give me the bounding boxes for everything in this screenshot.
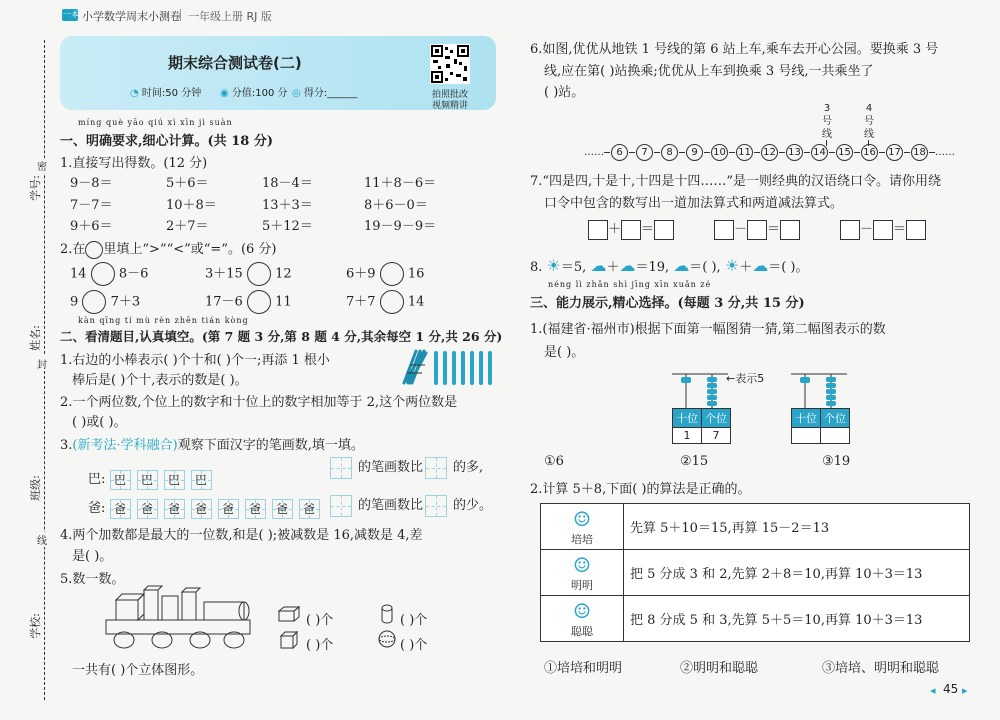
station-node: 15 (836, 144, 853, 161)
s3q1-option-b[interactable]: ②15 (680, 454, 709, 469)
solid-shapes-train (104, 582, 254, 652)
method-text: 先算 5＋10＝15,再算 15－2＝13 (624, 504, 970, 550)
answer-circle[interactable] (247, 262, 271, 286)
answer-box[interactable] (780, 220, 800, 240)
abacus-note: ←表示5 (726, 372, 765, 385)
calc-1-1: 10＋8＝ (166, 198, 217, 213)
abacus-1 (672, 366, 728, 408)
margin-label-school: 学校: (28, 613, 42, 639)
q7-line1: 7.“四是四,十是十,十四是十四……”是一则经典的汉语绕口令。请你用绕 (530, 174, 941, 189)
station-node: 8 (661, 144, 678, 161)
margin-label-id: 学号: (28, 175, 42, 201)
section3-title: 三、能力展示,精心选择。(每题 3 分,共 15 分) (530, 296, 805, 311)
answer-box[interactable] (714, 220, 734, 240)
station-node: 9 (686, 144, 703, 161)
answer-box[interactable] (330, 495, 352, 517)
compare-1-0: 9 7＋3 (70, 290, 140, 314)
stroke-compare-b: 的笔画数比 的少。 (330, 494, 492, 517)
calc-0-3: 11＋8－6＝ (364, 176, 437, 191)
q2-1-line2: 棒后是( )个十,表示的数是( )。 (72, 373, 248, 388)
clock-icon: ◔ (130, 88, 139, 99)
abacus1-ones-value: 7 (702, 428, 731, 444)
station-node: 11 (736, 144, 753, 161)
cube-icon (280, 631, 298, 653)
compare-1-1: 17－6 11 (205, 290, 292, 314)
stroke-box: 爸 (272, 499, 293, 519)
q2-2-line2: ( )或( )。 (72, 415, 127, 430)
stroke-box: 巴 (137, 470, 158, 490)
station-node: 12 (761, 144, 778, 161)
qr-caption-2: 视频精讲 (432, 101, 469, 111)
time-label: ◔ 时间:50 分钟 (130, 88, 202, 99)
q2-2-line1: 2.一个两位数,个位上的数字和十位上的数字相加等于 2,这个两位数是 (60, 395, 458, 410)
compare-0-0: 14 8－6 (70, 262, 148, 286)
cuboid-icon (278, 606, 300, 626)
student-peipei: ☺ 培培 (541, 504, 624, 550)
abacus2-ones-value (821, 428, 850, 444)
method-text: 把 5 分成 3 和 2,先算 2＋8＝10,再算 10＋3＝13 (624, 550, 970, 596)
header-divider (180, 9, 181, 21)
place-value-table-1: 十位 个位 1 7 (672, 408, 731, 444)
abacus2-tens-value (792, 428, 821, 444)
boy-avatar-icon: ☺ (573, 598, 591, 623)
cloud-icon: ☁ (673, 256, 690, 275)
count-cube: ( )个 (306, 638, 334, 653)
q2-1-line1: 1.右边的小棒表示( )个十和( )个一;再添 1 根小 (60, 353, 330, 368)
answer-circle[interactable] (247, 290, 271, 314)
station-node: 17 (886, 144, 903, 161)
stroke-box: 爸 (299, 499, 320, 519)
next-page-icon: ▸ (962, 684, 968, 697)
line3-label: 3 号 线 (822, 103, 832, 140)
target-icon: ◎ (292, 88, 301, 99)
calc-1-0: 7－7＝ (70, 198, 113, 213)
stroke-box: 爸 (218, 499, 239, 519)
q2-5-title: 5.数一数。 (60, 572, 125, 587)
answer-box[interactable] (654, 220, 674, 240)
s3q1-line1: 1.(福建省·福州市)根据下面第一幅图猜一猜,第二幅图表示的数 (530, 322, 886, 337)
answer-box[interactable] (425, 495, 447, 517)
answer-box[interactable] (906, 220, 926, 240)
line-start-dots: …… (584, 147, 604, 158)
cloud-icon: ☁ (752, 256, 769, 275)
cloud-icon: ☁ (590, 256, 607, 275)
section2-title: 二、看清题目,认真填空。(第 7 题 3 分,第 8 题 4 分,其余每空 1 分,共 26 分) (60, 329, 503, 344)
station-node: 14 (811, 144, 828, 161)
compare-0-1: 3＋15 12 (205, 262, 292, 286)
compare-0-2: 6＋9 16 (346, 262, 424, 286)
s3q1-option-c[interactable]: ③19 (822, 454, 851, 469)
answer-box[interactable] (425, 457, 447, 479)
station-node: 10 (711, 144, 728, 161)
sphere-icon (378, 630, 396, 652)
calc-2-3: 19－9－9＝ (364, 219, 437, 234)
count-total: 一共有( )个立体图形。 (72, 663, 204, 678)
compare-1-2: 7＋7 14 (346, 290, 424, 314)
answer-circle[interactable] (380, 262, 404, 286)
binding-xian: 线 (37, 532, 47, 547)
binding-feng: 封 (37, 356, 47, 371)
q2-title: 2.在 里填上“>”“<”或“=”。(6 分) (60, 242, 277, 257)
grade-label: 一年级上册 RJ 版 (188, 10, 272, 23)
abacus-2 (791, 366, 847, 408)
calc-0-0: 9－8＝ (70, 176, 113, 191)
s3q2-option-a[interactable]: ①培培和明明 (544, 661, 623, 676)
calc-1-3: 8＋6－0＝ (364, 198, 428, 213)
stroke-box: 巴 (164, 470, 185, 490)
boy-avatar-icon: ☺ (573, 552, 591, 577)
stroke-box: 巴 (191, 470, 212, 490)
new-exam-tag: (新考法·学科融合) (72, 438, 178, 453)
stroke-box: 爸 (191, 499, 212, 519)
calc-2-0: 9＋6＝ (70, 219, 113, 234)
answer-box[interactable] (621, 220, 641, 240)
answer-box[interactable] (840, 220, 860, 240)
page-number: 45 (943, 682, 959, 696)
stroke-box: 爸 (245, 499, 266, 519)
station-node: 7 (636, 144, 653, 161)
answer-box[interactable] (588, 220, 608, 240)
answer-circle[interactable] (85, 241, 103, 259)
q8-line: 8. ☀＝5, ☁＋☁＝19, ☁＝( ), ☀＋☁＝( )。 (530, 256, 809, 275)
stroke-box: 爸 (164, 499, 185, 519)
section1-title: 一、明确要求,细心计算。(共 18 分) (60, 134, 273, 149)
char-ye-row: 爸: 爸 爸 爸 爸 爸 爸 爸 爸 (88, 497, 326, 519)
prev-page-icon: ◂ (930, 684, 936, 697)
stroke-compare-a: 的笔画数比 的多, (330, 456, 483, 479)
q6-line3: ( )站。 (544, 85, 585, 100)
sticks-illustration (400, 347, 496, 387)
s3q2-option-b[interactable]: ②明明和聪聪 (680, 661, 759, 676)
q7-line2: 口令中包含的数写出一道加法算式和两道减法算式。 (544, 196, 844, 211)
subway-line-1 (584, 144, 955, 161)
student-congcong: ☺ 聪聪 (541, 596, 624, 642)
series-badge-text: 一本 (63, 10, 79, 19)
answer-box[interactable] (330, 457, 352, 479)
station-node: 18 (911, 144, 928, 161)
count-cuboid: ( )个 (306, 613, 334, 628)
series-name: 小学数学周末小测卷 (82, 10, 181, 23)
sun-icon: ☀ (724, 256, 740, 275)
got-label: ◎ 得分:______ (292, 88, 358, 99)
answer-box[interactable] (747, 220, 767, 240)
section1-pinyin: míng què yāo qiú xì xīn jì suàn (78, 118, 233, 127)
s3q1-line2: 是( )。 (544, 345, 585, 360)
cylinder-icon (380, 604, 394, 628)
stroke-box: 爸 (110, 499, 131, 519)
qr-code[interactable] (430, 44, 470, 84)
girl-avatar-icon: ☺ (573, 506, 591, 531)
calc-0-1: 5＋6＝ (166, 176, 209, 191)
medal-icon: ◉ (220, 88, 229, 99)
calc-1-2: 13＋3＝ (262, 198, 313, 213)
station-node: 6 (611, 144, 628, 161)
student-mingming: ☺ 明明 (541, 550, 624, 596)
answer-circle[interactable] (91, 262, 115, 286)
s3q2-title: 2.计算 5＋8,下面( )的算法是正确的。 (530, 482, 751, 497)
add-equation: ＋ ＝ (588, 218, 674, 240)
section3-pinyin: néng lì zhǎn shì jīng xīn xuǎn zé (548, 280, 712, 289)
qr-caption-1: 拍照批改 (432, 90, 469, 100)
station-node: 13 (786, 144, 803, 161)
count-sphere: ( )个 (400, 638, 428, 653)
abacus1-tens-value: 1 (673, 428, 702, 444)
q2-4-line1: 4.两个加数都是最大的一位数,和是( );被减数是 16,减数是 4,差 (60, 528, 423, 543)
s3q2-option-c[interactable]: ③培培、明明和聪聪 (822, 661, 940, 676)
station-node: 16 (861, 144, 878, 161)
score-label: ◉ 分值:100 分 (220, 88, 288, 99)
line-end-dots: …… (935, 147, 955, 158)
line4-label: 4 号 线 (864, 103, 874, 140)
char-ba-row: 巴: 巴 巴 巴 巴 (88, 468, 218, 490)
sun-icon: ☀ (546, 256, 561, 275)
section2-pinyin: kàn qīng tí mù rèn zhēn tián kòng (78, 316, 249, 325)
answer-box[interactable] (873, 220, 893, 240)
cloud-icon: ☁ (619, 256, 636, 275)
answer-circle[interactable] (380, 290, 404, 314)
answer-circle[interactable] (82, 290, 106, 314)
calc-2-1: 2＋7＝ (166, 219, 209, 234)
q1-title: 1.直接写出得数。(12 分) (60, 156, 208, 171)
stroke-box: 巴 (110, 470, 131, 490)
margin-label-class: 班级: (28, 475, 42, 501)
calc-0-2: 18－4＝ (262, 176, 313, 191)
method-text: 把 8 分成 5 和 3,先算 5＋5＝10,再算 10＋3＝13 (624, 596, 970, 642)
stroke-box: 爸 (137, 499, 158, 519)
methods-table (540, 503, 970, 642)
count-cylinder: ( )个 (400, 613, 428, 628)
q2-3-line: 3.(新考法·学科融合)观察下面汉字的笔画数,填一填。 (60, 438, 364, 453)
place-value-table-2: 十位 个位 (791, 408, 850, 444)
q6-line1: 6.如图,优优从地铁 1 号线的第 6 站上车,乘车去开心公园。要换乘 3 号 (530, 42, 939, 57)
q6-line2: 线,应在第( )站换乘;优优从上车到换乘 3 号线,一共乘坐了 (544, 64, 874, 79)
s3q1-option-a[interactable]: ①6 (544, 454, 564, 469)
margin-label-name: 姓名: (28, 325, 42, 351)
calc-2-2: 5＋12＝ (262, 219, 313, 234)
page-title: 期末综合测试卷(二) (168, 54, 302, 72)
sub-equation-1: － ＝ (714, 218, 800, 240)
sub-equation-2: － ＝ (840, 218, 926, 240)
q2-4-line2: 是( )。 (72, 549, 113, 564)
binding-mi: 密 (37, 158, 47, 173)
